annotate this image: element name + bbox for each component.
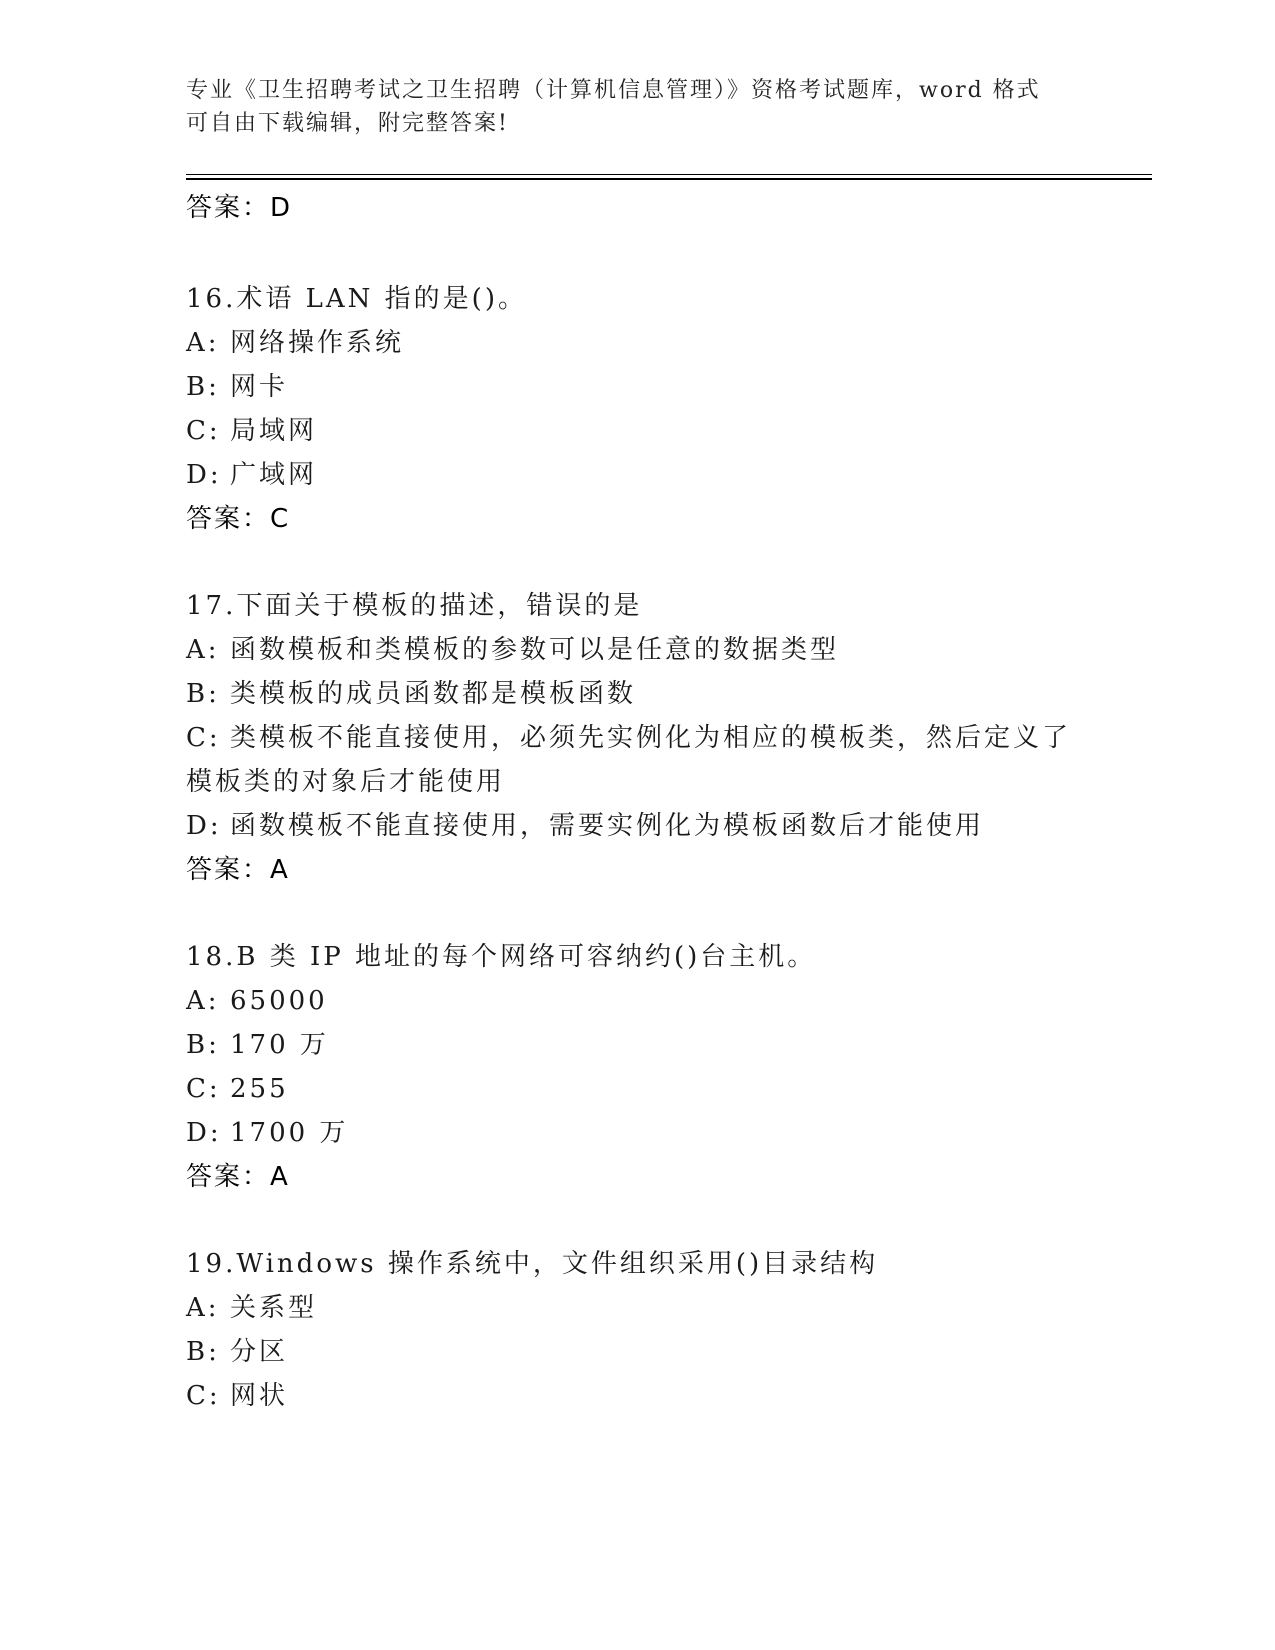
question-19-option-b xyxy=(186,1336,288,1368)
option-text: 局域网 xyxy=(230,416,318,446)
question-18-option-b xyxy=(186,1029,329,1061)
option-text: 1700 万 xyxy=(230,1118,349,1148)
option-text: 类模板不能直接使用，必须先实例化为相应的模板类，然后定义了 xyxy=(230,723,1072,753)
question-19-option-a xyxy=(186,1292,317,1324)
question-16-option-b xyxy=(186,371,288,403)
question-17-option-c-continued: 模板类的对象后才能使用 xyxy=(186,767,506,797)
question-16-option-d xyxy=(186,459,317,491)
header-rule-thick xyxy=(186,178,1152,180)
question-18-option-c xyxy=(186,1073,289,1105)
question-18-option-a xyxy=(186,985,328,1017)
option-text: 类模板的成员函数都是模板函数 xyxy=(230,679,637,709)
question-16-option-a xyxy=(186,327,404,359)
previous-answer: 答案：D xyxy=(186,193,293,223)
option-text: 网卡 xyxy=(230,372,289,402)
option-text: 170 万 xyxy=(230,1030,329,1060)
question-19-option-c xyxy=(186,1380,288,1412)
option-key: D: xyxy=(186,460,222,490)
option-text: 65000 xyxy=(230,986,328,1016)
option-text: 网络操作系统 xyxy=(230,328,405,358)
question-16-option-c xyxy=(186,415,317,447)
question-16-answer: 答案：C xyxy=(186,504,291,534)
question-17-option-b xyxy=(186,678,636,710)
option-key: C: xyxy=(186,416,221,446)
question-17-option-d xyxy=(186,810,984,842)
document-header xyxy=(186,74,1086,140)
option-key: D: xyxy=(186,811,222,841)
option-key: A: xyxy=(186,986,220,1016)
option-key: B: xyxy=(186,679,220,709)
option-key: A: xyxy=(186,328,220,358)
option-key: A: xyxy=(186,635,220,665)
option-key: C: xyxy=(186,1381,221,1411)
question-18-stem: 18.B 类 IP 地址的每个网络可容纳约()台主机。 xyxy=(186,942,817,972)
header-line-2: 可自由下载编辑，附完整答案! xyxy=(186,111,509,136)
question-17-stem: 17.下面关于模板的描述，错误的是 xyxy=(186,591,643,621)
question-17-option-c xyxy=(186,722,1071,754)
question-16-stem: 16.术语 LAN 指的是()。 xyxy=(186,284,527,314)
header-rule-thin xyxy=(186,174,1152,175)
question-17-option-a xyxy=(186,634,839,666)
option-text: 网状 xyxy=(230,1381,289,1411)
header-line-1: 专业《卫生招聘考试之卫生招聘（计算机信息管理）》资格考试题库，word 格式 xyxy=(186,78,1041,103)
option-key: B: xyxy=(186,372,220,402)
option-key: C: xyxy=(186,1074,221,1104)
option-key: A: xyxy=(186,1293,220,1323)
option-text: 函数模板不能直接使用，需要实例化为模板函数后才能使用 xyxy=(230,811,985,841)
option-key: B: xyxy=(186,1030,220,1060)
option-key: B: xyxy=(186,1337,220,1367)
option-text: 255 xyxy=(230,1074,289,1104)
option-key: D: xyxy=(186,1118,222,1148)
option-text: 分区 xyxy=(230,1337,289,1367)
question-17-answer: 答案：A xyxy=(186,855,290,885)
question-18-option-d xyxy=(186,1117,348,1149)
option-text: 函数模板和类模板的参数可以是任意的数据类型 xyxy=(230,635,840,665)
question-18-answer: 答案：A xyxy=(186,1162,290,1192)
option-key: C: xyxy=(186,723,221,753)
option-text: 关系型 xyxy=(230,1293,318,1323)
question-19-stem: 19.Windows 操作系统中，文件组织采用()目录结构 xyxy=(186,1249,879,1279)
option-text: 广域网 xyxy=(230,460,318,490)
